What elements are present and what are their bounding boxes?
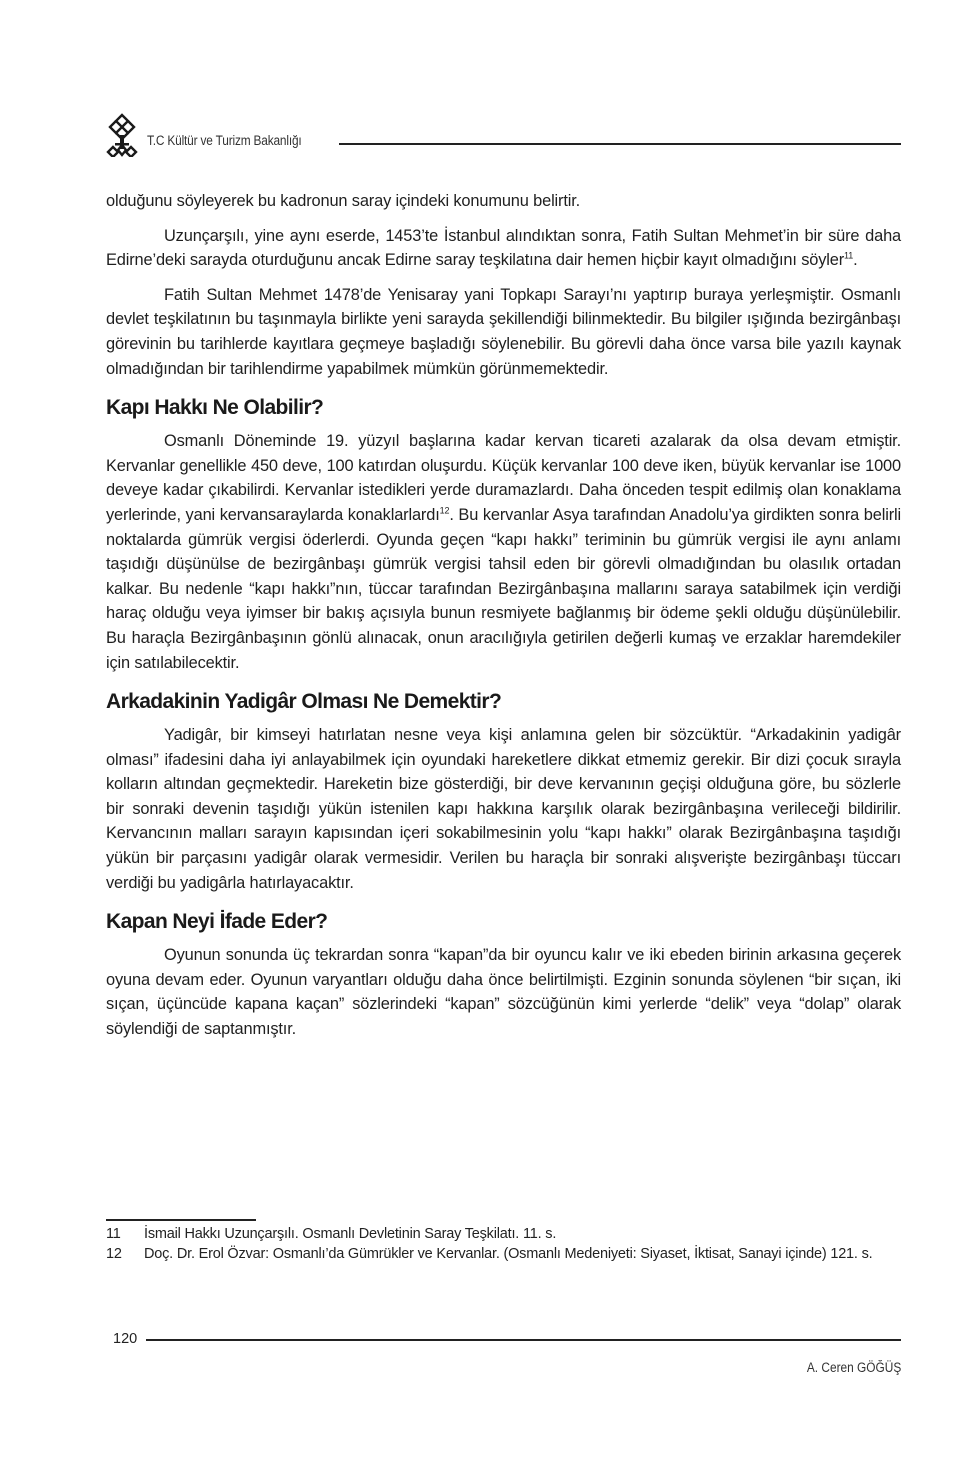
paragraph-text: Osmanlı Döneminde 19. yüzyıl başlarına kadar kervan ticareti azalarak da olsa devam etmiştir. Kervanlar genellikle 450 deve, 100 katırdan oluşurdu. Küçük kervanlar 100 deve iken, büyük kervanlar ise 1000 deveye kadar çıkabilirdi. Kervanlar istedikleri yerde duramazlardı. Daha önceden tespit edilmiş olan konaklama yerlerinde, yani kervansaraylarda konaklarlardı <box>106 432 901 524</box>
running-header <box>106 113 901 157</box>
paragraph <box>106 224 901 273</box>
paragraph-text: . Bu kervanlar Asya tarafından Anadolu’ya girdikten sonra belirli noktalarda gümrük vergisi öderlerdi. Oyunda geçen “kapı hakkı” teriminin bu gümrük vergisi ile aynı anlamı taşıdığı düşünülse de bezirgânbaşı gümrük vergisi tahsil eden bir görevli olmadığından bu olasılık ortadan kalkar. Bu nedenle “kapı hakkı”nın, tüccar tarafından Bezirgânbaşına mallarını saraya satabilmek için verdiği haraç olduğu veya iyimser bir bakış açısıyla bunun resmiyete bağlanmış bir ödeme şekli olduğu düşünülebilir. Bu haraçla Bezirgânbaşının gönlü alınacak, onun aracılığıyla getirilen değerli kumaş ve erzaklar haremdekiler için satılabilecektir. <box>106 505 901 672</box>
section-heading: Kapı Hakkı Ne Olabilir? <box>106 396 324 420</box>
paragraph: olduğunu söyleyerek bu kadronun saray içindeki konumunu belirtir. <box>106 192 581 210</box>
paragraph: Yadigâr, bir kimseyi hatırlatan nesne veya kişi anlamına gelen bir sözcüktür. “Arkadakinin yadigâr olması” ifadesini daha iyi anlayabilmek için oyundaki hareketlere dikkat etmemiz gerekir. Bir dizi çocuk sırayla kolların altından geçmektedir. Hareketin bize gösterdiği, bir deve kervanının geçişi olduğuna göre, bu sözlerle bir sonraki devenin taşıdığı yükün istenilen kapı hakkına karşılık olarak bezirgânbaşına verileceği bildirilir. Kervancının malları sarayın kapısından içeri sokabilmesinin yolu “kapı hakkı” olarak Bezirgânbaşına taşıdığı yükün bir parçasını yadigâr olarak vermesidir. Verilen bu haraçla bir sonraki alışverişte bezirgânbaşı tüccarı verdiği bu yadigârla hatırlayacaktır. <box>106 726 901 892</box>
footnote-rule <box>106 1219 256 1221</box>
header-rule <box>339 143 901 145</box>
footnote-ref[interactable]: 11 <box>844 250 854 261</box>
section-heading: Kapan Neyi İfade Eder? <box>106 910 328 934</box>
header-title: T.C Kültür ve Turizm Bakanlığı <box>147 133 302 148</box>
footer-rule <box>146 1339 901 1341</box>
footnotes <box>106 1219 901 1264</box>
paragraph: Oyunun sonunda üç tekrardan sonra “kapan”da bir oyuncu kalır ve iki ebeden birinin arkasına geçerek oyuna devam eder. Oyunun varyantları olduğu daha önce belirtilmişti. Ezginin sonunda söylenen “bir sıçan, iki sıçan, üçüncüde kapana kaçan” sözlerindeki “kapan” sözcüğünün kimi yerlerde “delik” veya “dolap” olarak söylendiği de saptanmıştır. <box>106 946 901 1039</box>
paragraph: Fatih Sultan Mehmet 1478’de Yenisaray yani Topkapı Sarayı’nı yaptırıp buraya yerleşmiştir. Osmanlı devlet teşkilatının bu taşınmayla birlikte yeni sarayda şekillendiği bilinmektedir. Bu bilgiler ışığında bezirgânbaşı görevinin bu tarihlerde kayıtlara geçmeye başladığı söylenebilir. Bu görevli daha önce varsa bile yazılı kaynak olmadığından bir tarihlendirme yapabilmek mümkün görünmemektedir. <box>106 285 901 378</box>
footnote-number: 11 <box>106 1226 121 1242</box>
page-number: 120 <box>113 1331 138 1347</box>
paragraph-text: Uzunçarşılı, yine aynı eserde, 1453’te İstanbul alındıktan sonra, Fatih Sultan Mehmet’in bir süre daha Edirne’deki sarayda oturduğunu ancak Edirne saray teşkilatına dair hemen hiçbir kayıt olmadığını söyler <box>106 226 901 270</box>
body-text <box>106 189 901 1052</box>
ministry-knot-emblem-icon <box>106 113 138 157</box>
footnote <box>106 1224 901 1244</box>
paragraph-end: . <box>853 251 858 270</box>
footnote-text: İsmail Hakkı Uzunçarşılı. Osmanlı Devletinin Saray Teşkilatı. 11. s. <box>144 1226 557 1242</box>
running-footer-author: A. Ceren GÖĞÜŞ <box>806 1360 901 1375</box>
footnote <box>106 1244 901 1264</box>
footnote-text: Doç. Dr. Erol Özvar: Osmanlı’da Gümrükler ve Kervanlar. (Osmanlı Medeniyeti: Siyaset, İktisat, Sanayi içinde) 121. s. <box>144 1246 873 1262</box>
footnote-ref[interactable]: 12 <box>439 505 450 516</box>
footnote-number: 12 <box>106 1246 122 1262</box>
paragraph <box>106 429 901 675</box>
section-heading: Arkadakinin Yadigâr Olması Ne Demektir? <box>106 690 502 714</box>
